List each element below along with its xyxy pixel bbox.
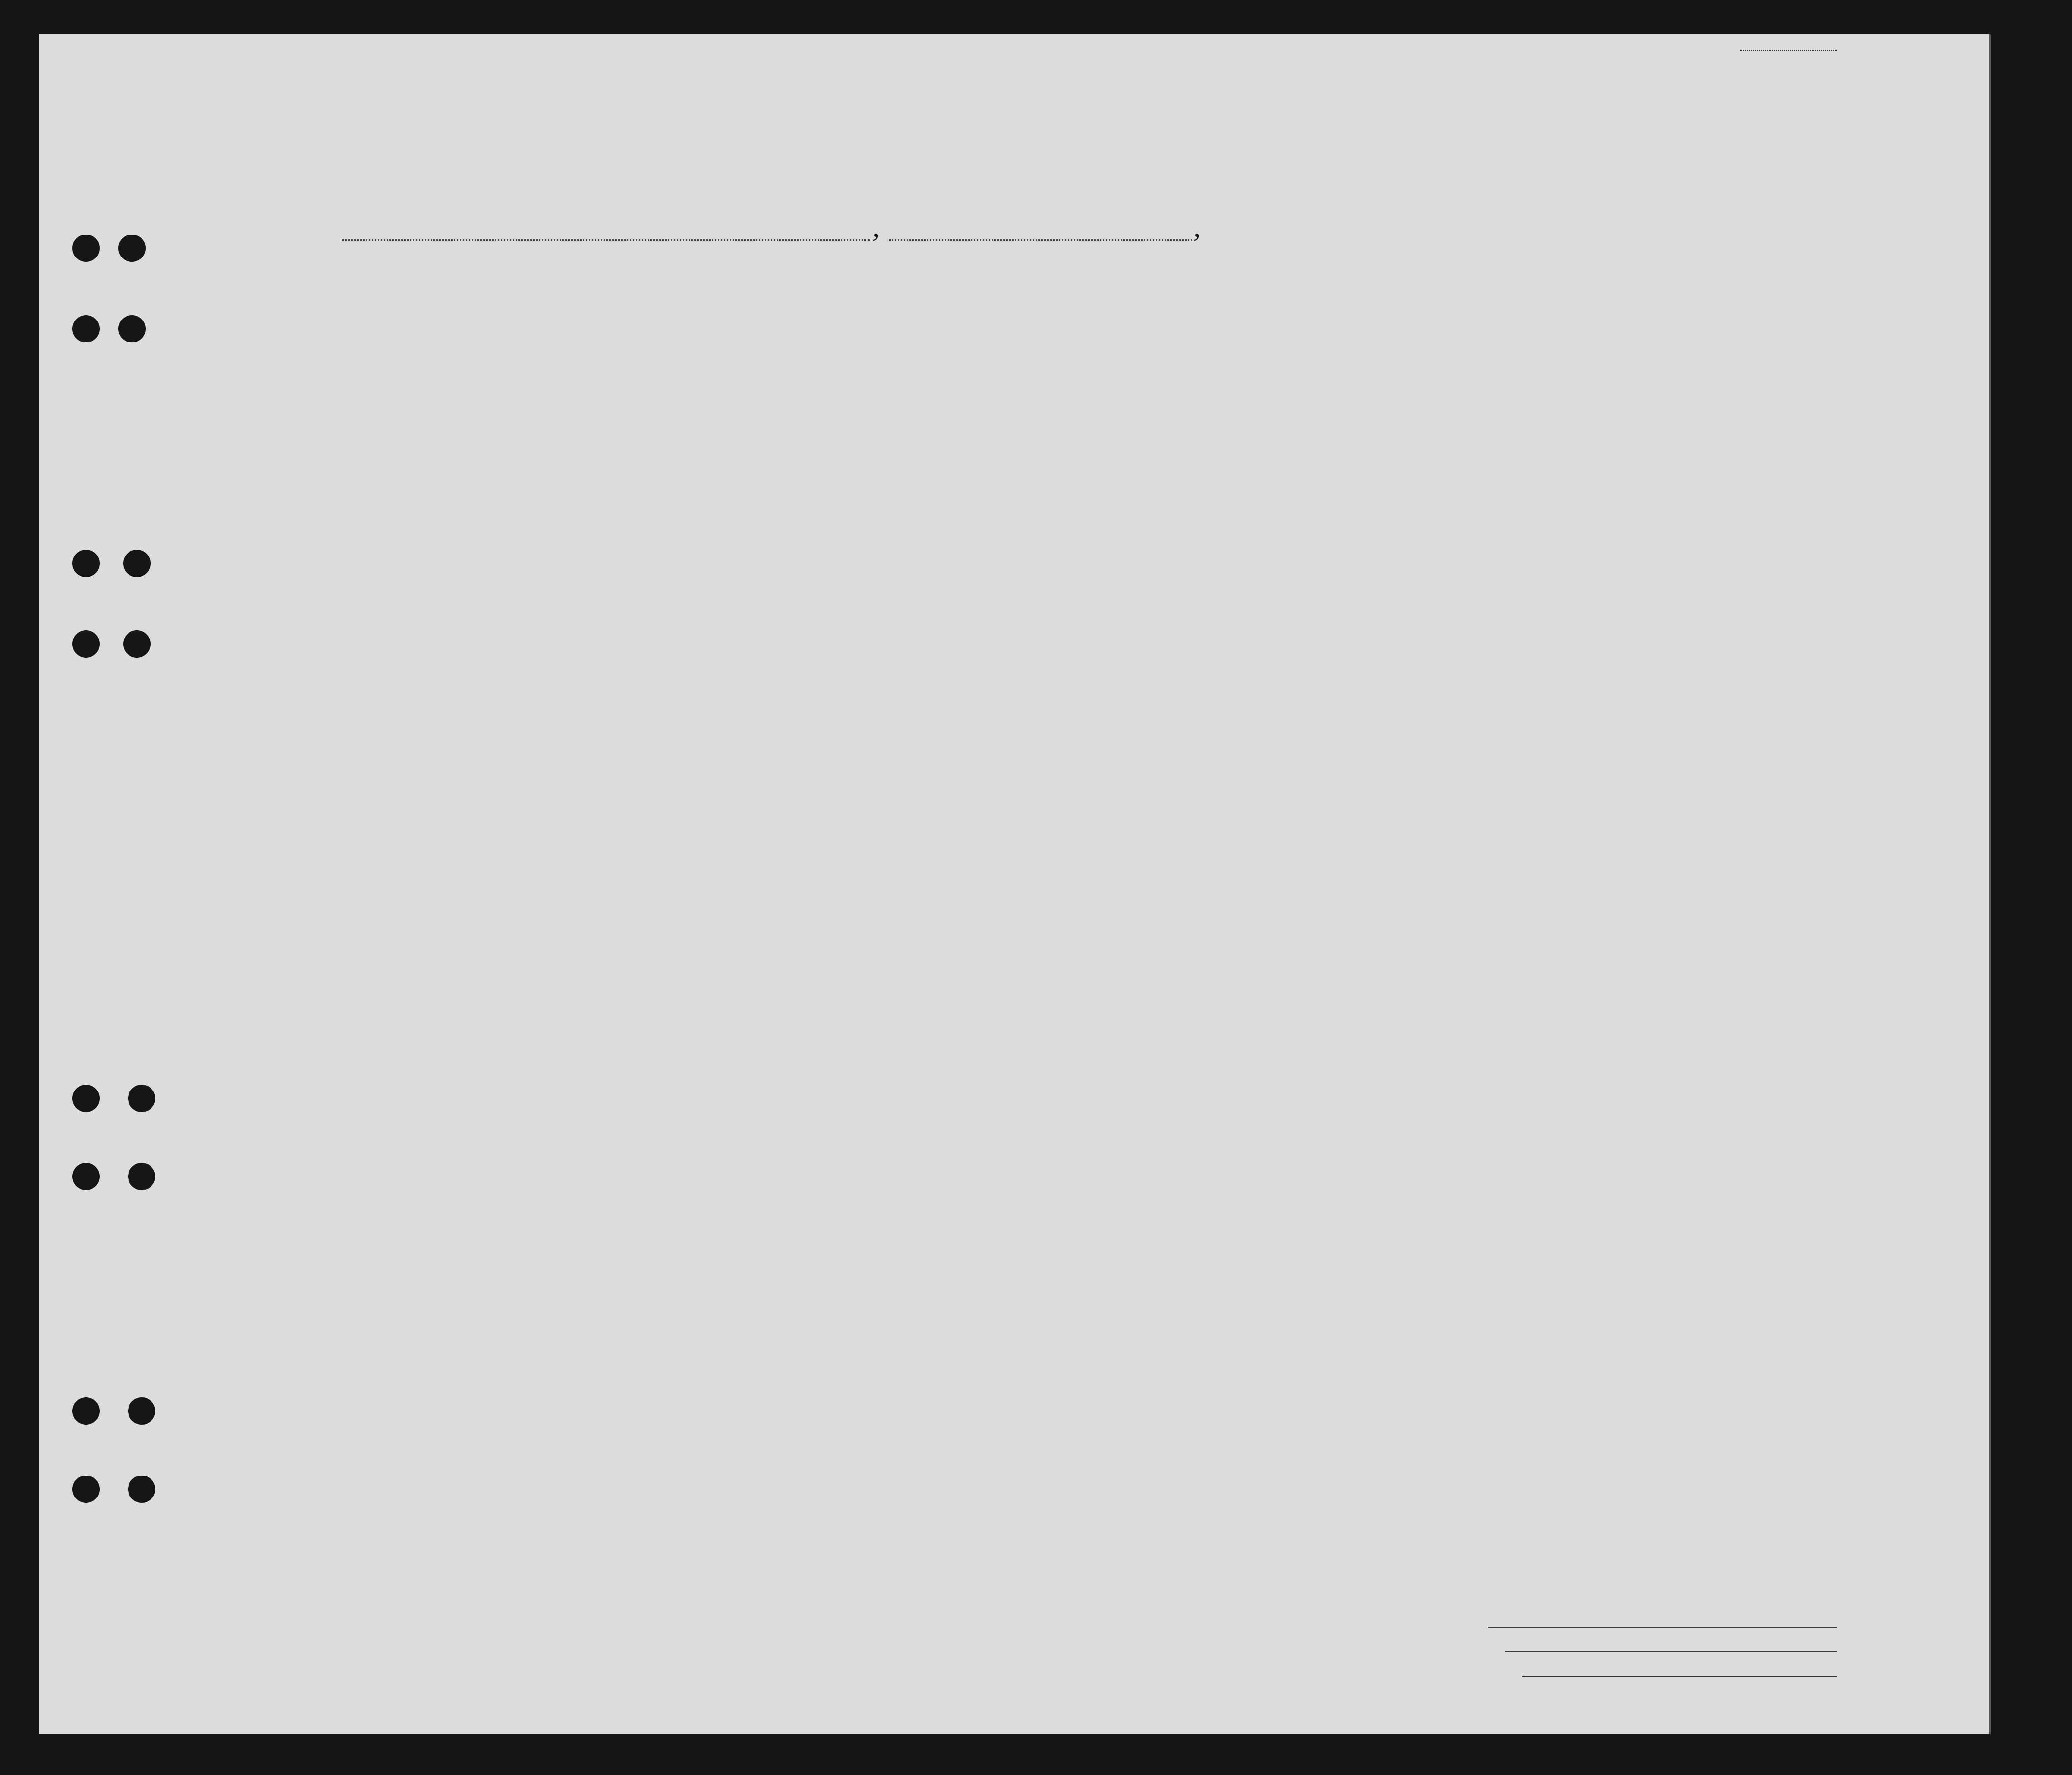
col-head-29 (1432, 303, 1461, 420)
date-comma: , (1193, 211, 1201, 243)
port-comma: , (872, 211, 880, 243)
local-agents-field (1522, 1676, 1837, 1677)
line-field (1488, 1627, 1837, 1628)
owners-field (1505, 1651, 1837, 1652)
col-head-28 (1376, 303, 1424, 420)
